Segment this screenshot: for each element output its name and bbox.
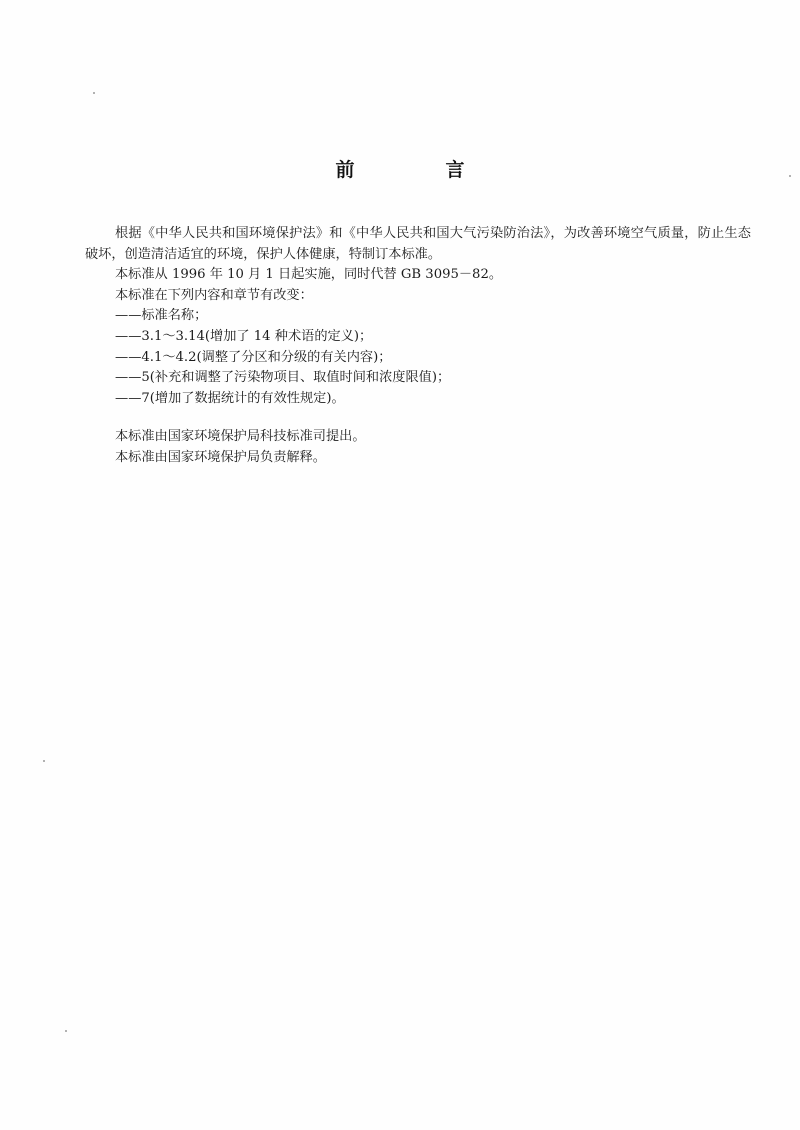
change-item: ——标准名称； [115,308,208,324]
change-item: ——5(补充和调整了污染物项目、取值时间和浓度限值)； [115,370,451,386]
change-item: ——3.1～3.14(增加了 14 种术语的定义)； [115,328,373,344]
paragraph-effective-date: 本标准从 1996 年 10 月 1 日起实施，同时代替 GB 3095－82。 [115,267,503,283]
spacer [85,409,751,427]
page-title: 前 言 [335,159,501,181]
scan-speck [789,175,791,177]
paragraph-interpreter: 本标准由国家环境保护局负责解释。 [115,449,326,465]
paragraph-basis: 根据《中华人民共和国环境保护法》和《中华人民共和国大气污染防治法》，为改善环境空气质量，防止生态破坏，创造清洁适宜的环境，保护人体健康，特制订本标准。 [85,226,751,262]
document-body [85,224,751,469]
paragraph-changes-intro: 本标准在下列内容和章节有改变： [115,287,313,303]
change-item: ——7(增加了数据统计的有效性规定)。 [115,390,345,406]
change-item: ——4.1～4.2(调整了分区和分级的有关内容)； [115,349,392,365]
scan-speck [43,760,45,762]
scan-speck [93,92,95,94]
paragraph-proposer: 本标准由国家环境保护局科技标准司提出。 [115,429,366,445]
changes-list [85,306,751,409]
scan-speck [65,1030,67,1032]
